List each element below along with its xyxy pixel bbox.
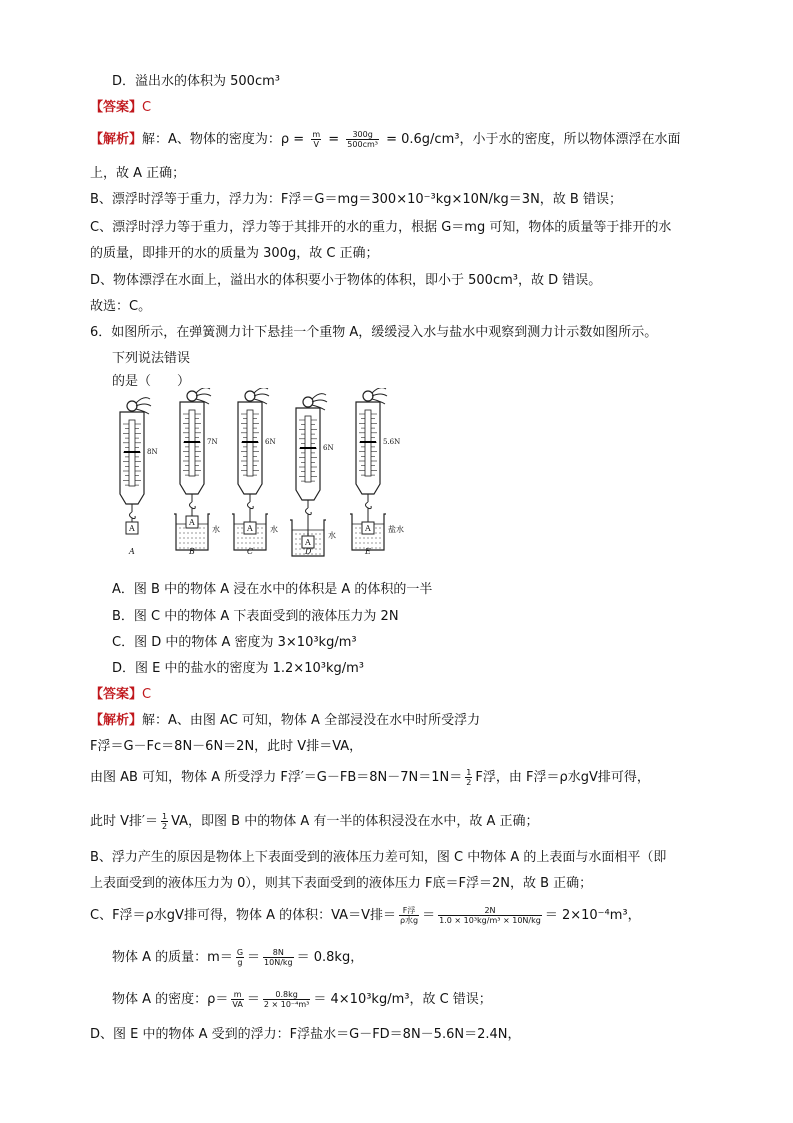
reading-label: 7N [207, 438, 218, 446]
q6-answer-line [90, 685, 151, 705]
hook [306, 508, 312, 515]
reading-label: 8N [147, 448, 158, 456]
hook [248, 502, 254, 509]
q6-option-b: B．图 C 中的物体 A 下表面受到的液体压力为 2N [112, 609, 399, 624]
fraction [161, 812, 168, 831]
q5-analysis-c2: 的质量，即排开的水的质量为 300g，故 C 正确； [90, 246, 379, 261]
block-label: A [189, 518, 195, 527]
q6-stem-3: 的是（ ） [112, 374, 191, 389]
text: 解：A、物体的密度为：ρ = [142, 132, 309, 147]
fraction [263, 948, 294, 967]
q6-option-a: A．图 B 中的物体 A 浸在水中的体积是 A 的体积的一半 [112, 582, 433, 597]
numerator: G [236, 948, 244, 957]
block-label: A [129, 524, 135, 533]
spring-balance-D [290, 394, 336, 556]
answer-value: C [142, 687, 152, 702]
panel-letter: D [305, 547, 312, 556]
spring-balance-A [120, 398, 158, 556]
reading-label: 6N [265, 438, 276, 446]
text: 物体 A 的密度：ρ＝ [112, 992, 229, 1007]
reading-label: 6N [323, 444, 334, 452]
denominator: ρ水g [399, 916, 419, 925]
numerator: F浮 [399, 906, 419, 916]
meter-body [296, 408, 320, 500]
q6-option-c: C．图 D 中的物体 A 密度为 3×10³kg/m³ [112, 635, 357, 650]
numerator: 1 [161, 812, 168, 821]
fraction [438, 906, 542, 925]
denominator: VA [232, 1000, 243, 1009]
hook [130, 512, 136, 519]
denominator: 2 [466, 778, 472, 787]
q6-option-d: D．图 E 中的盐水的密度为 1.2×10³kg/m³ [112, 661, 364, 676]
fraction [311, 130, 321, 149]
fraction [346, 130, 379, 149]
panel-letter: C [247, 547, 254, 556]
q5-analysis-c1: C、漂浮时浮力等于重力，浮力等于其排开的水的重力，根据 G＝mg 可知，物体的质量等于排开的水 [90, 220, 672, 235]
liquid-label: 水 [212, 525, 220, 534]
hook [190, 502, 196, 509]
q6-analysis-c2 [112, 948, 363, 968]
numerator: m [231, 990, 243, 1000]
hook [366, 502, 372, 509]
q5-option-d: D．溢出水的体积为 500cm³ [112, 74, 280, 89]
hanger-ring [363, 391, 373, 401]
spring-balance-figure [112, 388, 432, 558]
text: C、F浮＝ρ水gV排可得，物体 A 的体积：VA＝V排＝ [90, 908, 396, 923]
hanger-ring [187, 391, 197, 401]
spring-balance-B [174, 388, 220, 556]
numerator: m [312, 130, 321, 139]
q6-analysis-d: D、图 E 中的物体 A 受到的浮力：F浮盐水＝G－FD＝8N－5.6N＝2.4N， [90, 1027, 521, 1042]
denominator: 10N/kg [264, 958, 293, 967]
q5-answer-line [90, 98, 151, 118]
text: ＝ 0.8kg， [296, 950, 364, 965]
meter-body [180, 402, 204, 494]
text: F浮，由 F浮＝ρ水gV排可得， [475, 770, 650, 785]
q5-analysis-line-2: 上，故 A 正确； [90, 166, 186, 181]
meter-body [356, 402, 380, 494]
answer-value: C [142, 100, 152, 115]
denominator: 1.0 × 10³kg/m³ × 10N/kg [439, 916, 541, 925]
numerator: 0.8kg [263, 990, 311, 1000]
denominator: 500cm³ [347, 140, 378, 149]
q5-analysis-d: D、物体漂浮在水面上，溢出水的体积要小于物体的体积，即小于 500cm³，故 D 错误。 [90, 273, 602, 288]
text: ＝ [247, 950, 261, 965]
q6-stem-1: 6．如图所示，在弹簧测力计下悬挂一个重物 A，缓缓浸入水与盐水中观察到测力计示数如图所示。 [90, 325, 658, 340]
liquid-label: 水 [328, 531, 336, 540]
text: = 0.6g/cm³，小于水的密度，所以物体漂浮在水面 [381, 132, 681, 147]
panel-letter: A [129, 547, 135, 556]
block-label: A [305, 538, 311, 547]
hanger-ring [245, 391, 255, 401]
q5-analysis-b: B、漂浮时浮等于重力，浮力为：F浮＝G＝mg＝300×10⁻³kg×10N/kg＝3N，故 B 错误； [90, 192, 622, 207]
fraction [236, 948, 244, 967]
fraction [231, 990, 243, 1009]
numerator: 8N [263, 948, 294, 958]
denominator: V [313, 140, 319, 149]
fraction [399, 906, 419, 925]
text: 物体 A 的质量：m＝ [112, 950, 233, 965]
text: 解：A、由图 AC 可知，物体 A 全部浸没在水中时所受浮力 [142, 713, 481, 728]
analysis-tag: 【解析】 [90, 132, 143, 147]
answer-tag: 【答案】 [90, 100, 143, 115]
q5-analysis-line-1 [90, 130, 680, 150]
block-label: A [365, 524, 371, 533]
panel-letter: B [189, 547, 195, 556]
text: ＝ 4×10³kg/m³，故 C 错误； [313, 992, 492, 1007]
spring-balance-C [232, 388, 278, 556]
text: = [324, 132, 344, 147]
numerator: 1 [466, 768, 472, 777]
q6-analysis-b2: 上表面受到的液体压力为 0），则其下表面受到的液体压力 F底＝F浮＝2N，故 B 正确； [90, 876, 593, 891]
q6-analysis-c3 [112, 990, 492, 1010]
fraction [263, 990, 311, 1009]
numerator: 300g [346, 130, 379, 140]
liquid-label: 盐水 [388, 525, 404, 534]
q6-analysis-line-2: F浮＝G－Fc＝8N－6N＝2N，此时 V排＝VA， [90, 739, 363, 754]
q6-analysis-line-4 [90, 812, 539, 832]
answer-tag: 【答案】 [90, 687, 143, 702]
analysis-tag: 【解析】 [90, 713, 143, 728]
q6-analysis-b1: B、浮力产生的原因是物体上下表面受到的液体压力差可知，图 C 中物体 A 的上表面与水面相平（即 [90, 850, 667, 865]
q5-choose: 故选：C。 [90, 299, 152, 314]
hanger-ring [303, 397, 313, 407]
text: ＝ [246, 992, 260, 1007]
meter-body [238, 402, 262, 494]
text: ＝ 2×10⁻⁴m³， [544, 908, 641, 923]
q6-analysis-line-3 [90, 768, 650, 788]
denominator: 2 [161, 822, 168, 831]
numerator: 2N [438, 906, 542, 916]
q6-analysis-c1 [90, 906, 641, 926]
text: 此时 V排′＝ [90, 814, 158, 829]
fraction [465, 768, 472, 787]
liquid-label: 水 [270, 525, 278, 534]
denominator: g [237, 958, 243, 967]
text: 由图 AB 可知，物体 A 所受浮力 F浮′＝G－FB＝8N－7N＝1N＝ [90, 770, 463, 785]
hanger-ring [127, 401, 137, 411]
text: ＝ [422, 908, 436, 923]
panel-letter: E [365, 547, 371, 556]
block-label: A [247, 524, 253, 533]
reading-label: 5.6N [383, 438, 401, 446]
denominator: 2 × 10⁻⁴m³ [263, 1000, 310, 1009]
q6-stem-2: 下列说法错误 [112, 351, 191, 366]
text: VA，即图 B 中的物体 A 有一半的体积浸没在水中，故 A 正确； [171, 814, 539, 829]
meter-body [120, 412, 144, 504]
q6-analysis-line-1 [90, 711, 480, 731]
spring-balance-E [350, 388, 404, 556]
